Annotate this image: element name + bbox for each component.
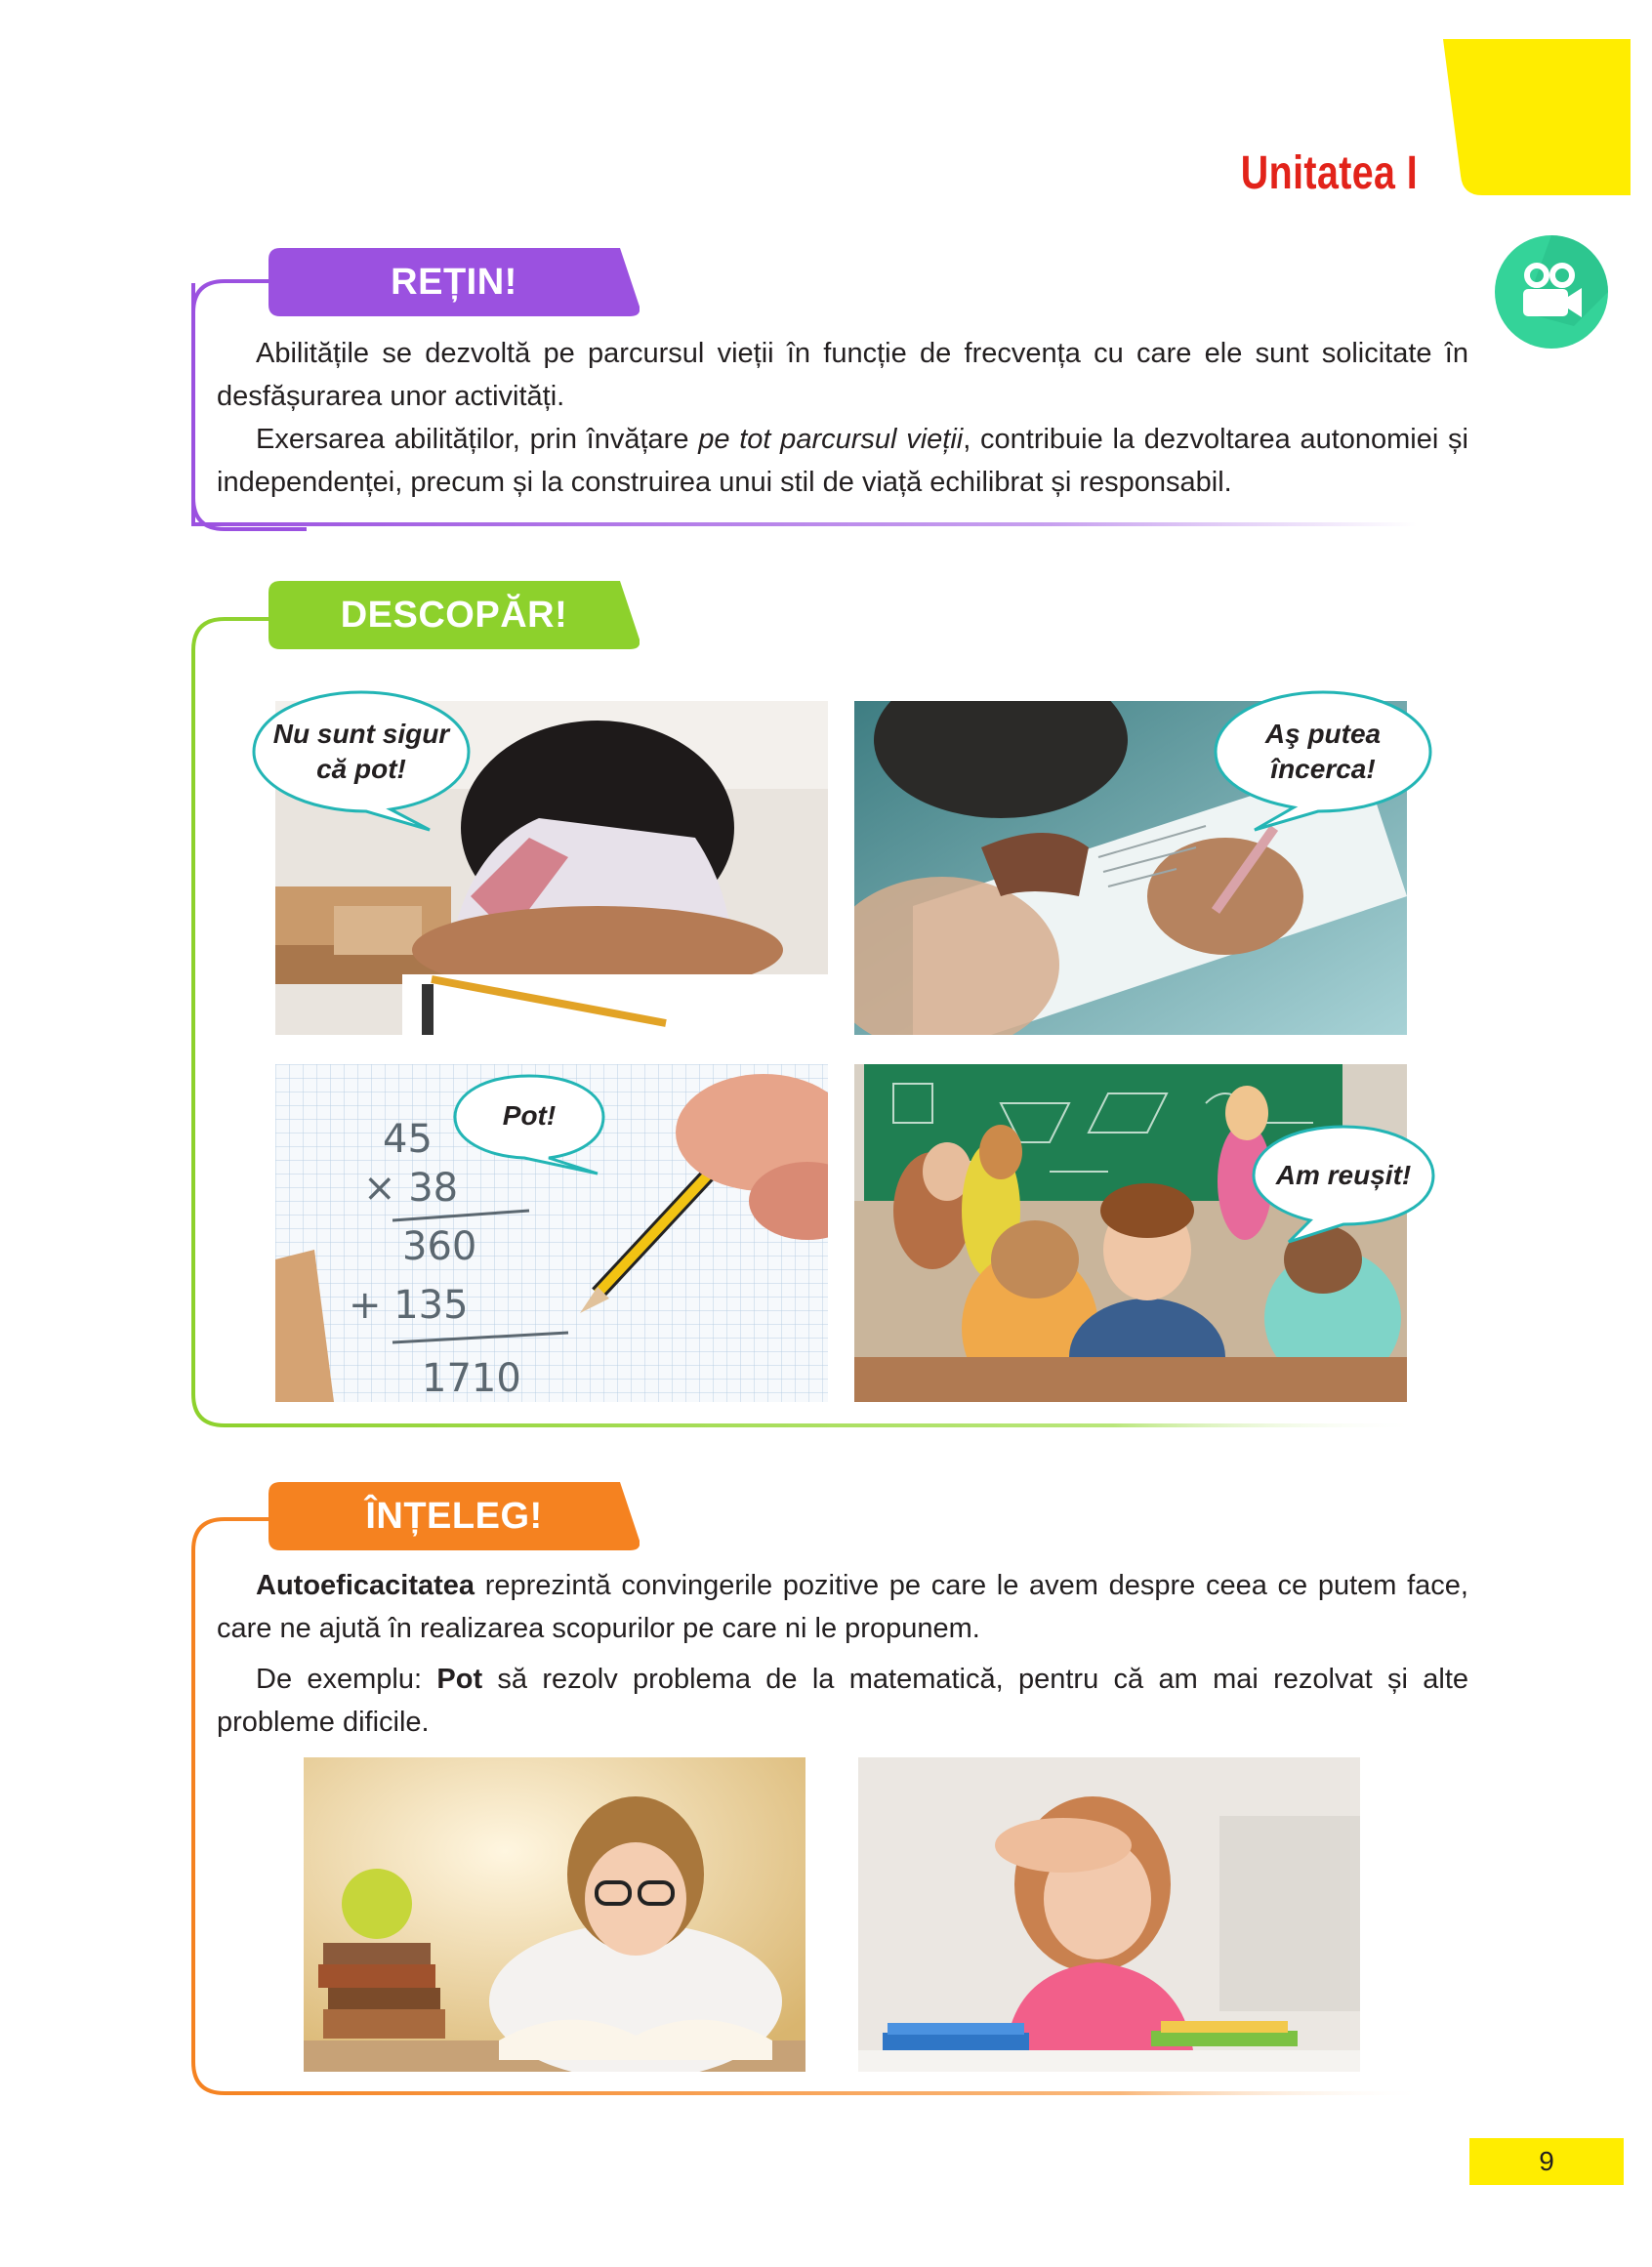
math-line-1: 45 — [383, 1117, 433, 1162]
descopar-title: DESCOPĂR! — [340, 594, 568, 636]
speech-bubble-not-sure — [249, 688, 474, 835]
bubble-text-succeeded: Am reușit! — [1275, 1160, 1412, 1190]
retin-paragraph-2: Exersarea abilităților, prin învățare pe tot parcursul vieții, contribuie la dezvoltarea autonomiei și independenței, precum și la construirea unui stil de viață echilibrat și responsabil. — [217, 424, 1469, 498]
inteleg-title: ÎNȚELEG! — [365, 1495, 543, 1537]
bubble-text-not-sure: Nu sunt sigur că pot! — [272, 719, 450, 784]
inteleg-paragraph-1: Autoeficacitatea reprezintă convingerile pozitive pe care le avem despre ceea ce putem face, care ne ajută în realizarea scopurilor pe care ni le propunem. — [217, 1570, 1468, 1644]
retin-paragraph-1: Abilitățile se dezvoltă pe parcursul vieții în funcție de frecvența cu care ele sunt solicitate în desfășurarea unor activități. — [217, 338, 1468, 412]
corner-accent-tab — [1443, 39, 1631, 195]
math-line-2: × 38 — [363, 1166, 459, 1211]
speech-bubble-could-try — [1211, 688, 1435, 835]
math-line-5: 1710 — [422, 1356, 521, 1401]
unit-title: Unitatea I — [1240, 147, 1418, 199]
bubble-text-could-try: Aş putea încerca! — [1264, 719, 1382, 784]
speech-bubble-succeeded — [1250, 1123, 1437, 1246]
retin-title: REȚIN! — [391, 261, 517, 303]
math-line-3: 360 — [402, 1224, 477, 1269]
inteleg-paragraph-2: De exemplu: Pot să rezolv problema de la matematică, pentru că am mai rezolvat și alte probleme dificile. — [217, 1664, 1469, 1738]
math-line-4: + 135 — [349, 1283, 469, 1328]
inteleg-text — [217, 1564, 1468, 1744]
descopar-tab — [268, 581, 640, 649]
tired-girl-at-desk-photo — [858, 1757, 1360, 2072]
retin-text — [217, 332, 1468, 504]
speech-bubble-i-can — [451, 1072, 607, 1175]
page-number: 9 — [1469, 2138, 1624, 2185]
inteleg-tab — [268, 1482, 640, 1550]
girl-reading-with-glasses-photo — [304, 1757, 805, 2072]
retin-tab — [268, 248, 640, 316]
bubble-text-i-can: Pot! — [502, 1100, 557, 1131]
video-camera-icon[interactable] — [1494, 234, 1609, 350]
